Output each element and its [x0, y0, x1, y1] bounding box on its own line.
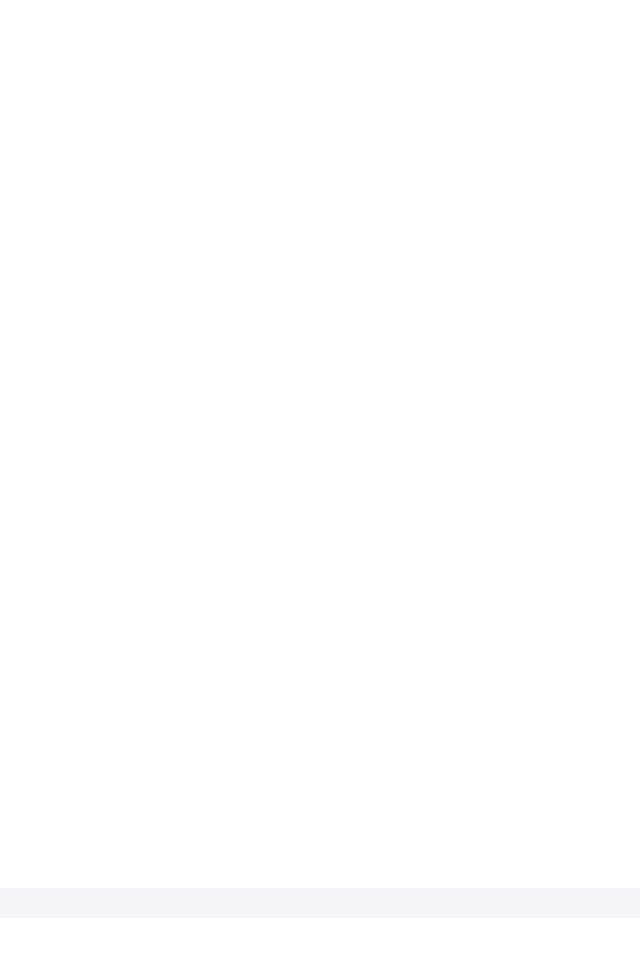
page-gap — [0, 888, 640, 918]
